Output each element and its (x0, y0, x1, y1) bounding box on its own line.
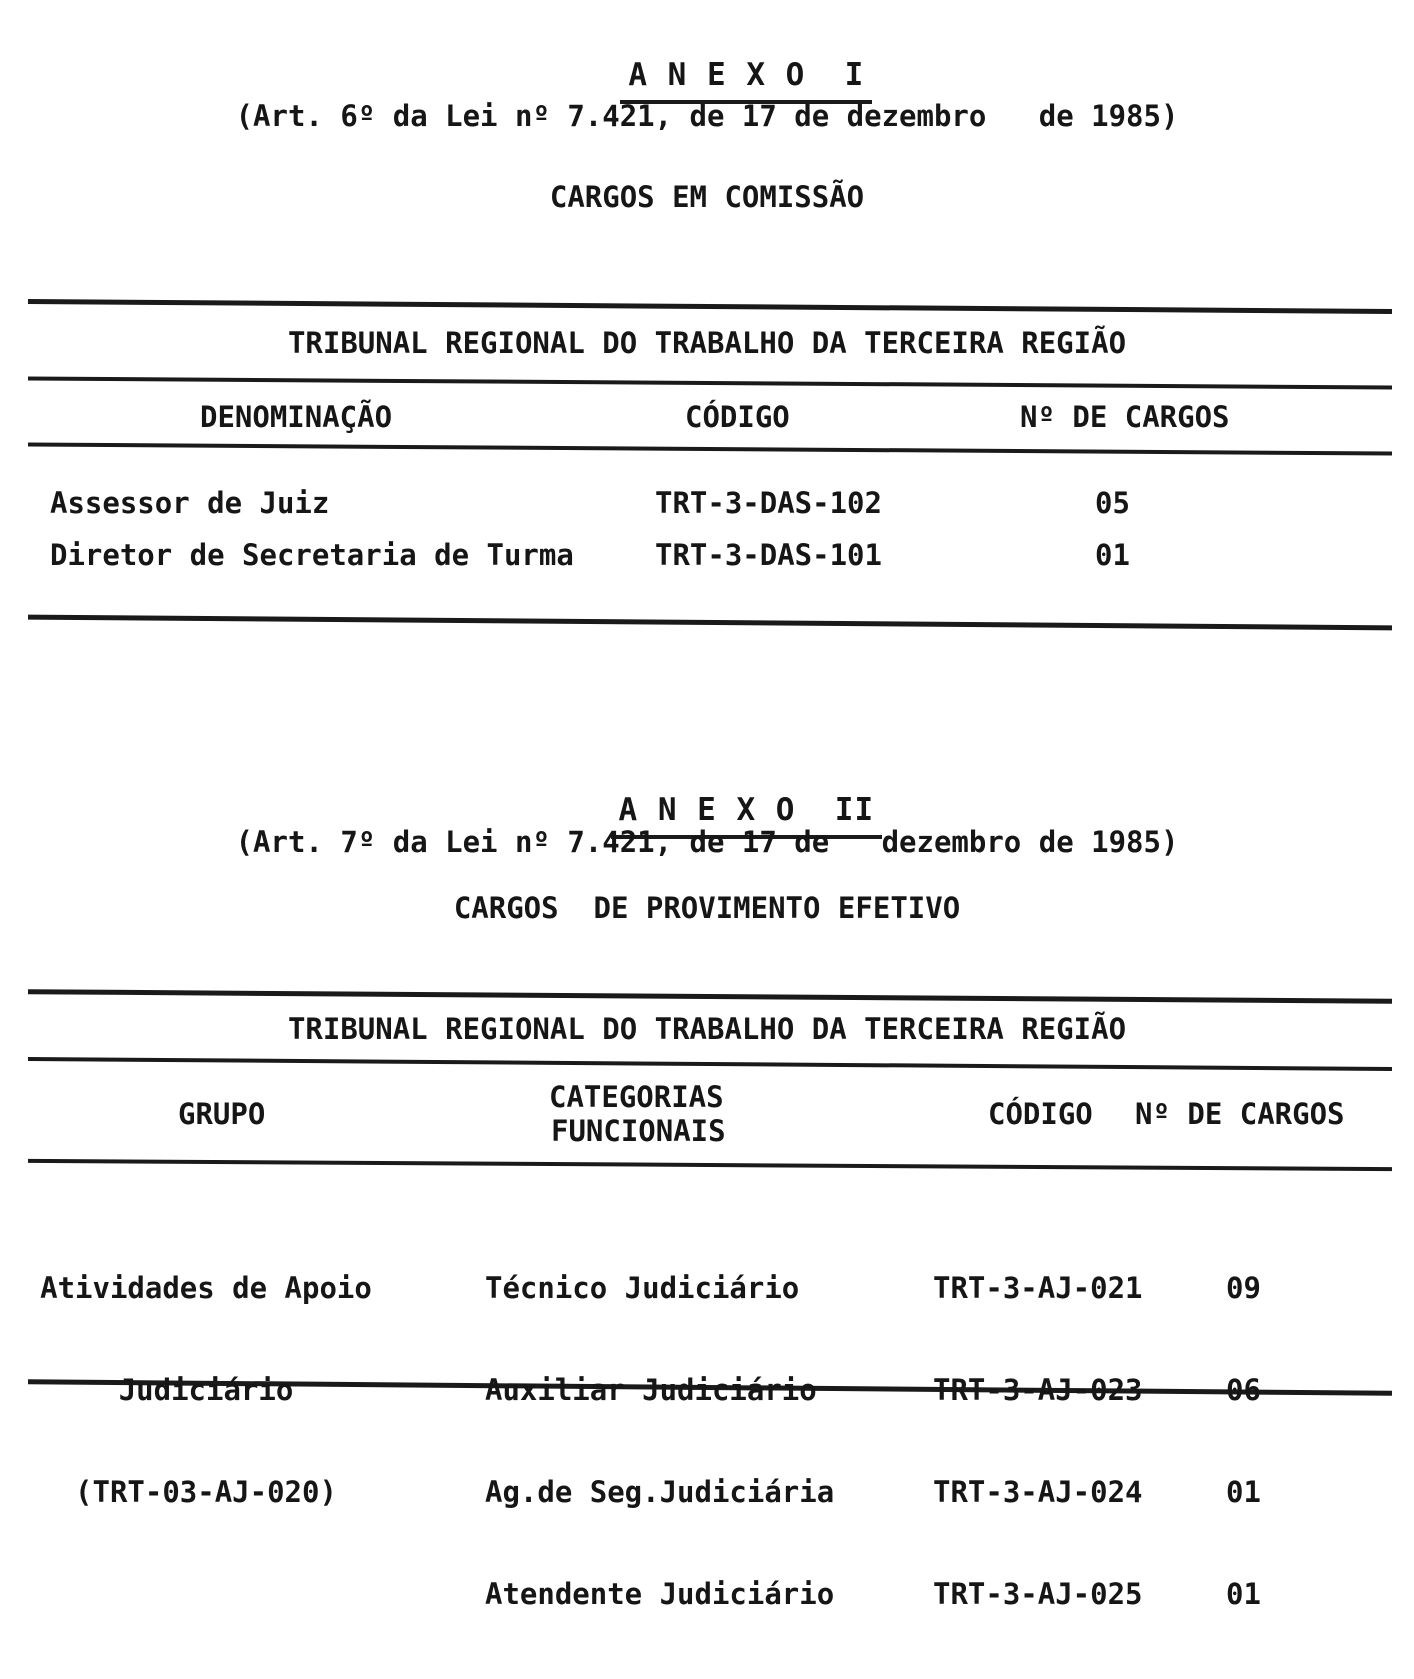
table-cell-codigo: TRT-3-AJ-021 (933, 1271, 1143, 1305)
table-cell-codigo: TRT-3-DAS-101 (655, 538, 882, 572)
table-column-n-cargos (1226, 1203, 1296, 1679)
anexo2-title: A N E X O II (611, 793, 883, 840)
anexo1-subtitle: (Art. 6º da Lei nº 7.421, de 17 de dezembro de 1985) (235, 99, 1179, 133)
table-cell-n-cargos: 01 (1095, 538, 1130, 572)
grupo-line: Judiciário (118, 1373, 294, 1407)
anexo2-col-grupo: GRUPO (178, 1097, 266, 1131)
table-cell-n-cargos: 06 (1226, 1373, 1261, 1407)
table-cell-n-cargos: 01 (1226, 1475, 1261, 1509)
table-cell-categoria: Ag.de Seg.Judiciária (485, 1475, 835, 1509)
table-cell-codigo: TRT-3-DAS-102 (655, 486, 882, 520)
anexo1-heading: CARGOS EM COMISSÃO (549, 180, 865, 214)
table-cell-n-cargos: 01 (1226, 1577, 1261, 1611)
anexo2-table-rule-under-caption (28, 1057, 1392, 1071)
anexo2-col-categorias-line2: FUNCIONAIS (551, 1114, 726, 1148)
table-cell-denominacao: Assessor de Juiz (50, 486, 330, 520)
anexo2-table-rule-top (28, 989, 1392, 1004)
table-cell-codigo: TRT-3-AJ-024 (933, 1475, 1143, 1509)
anexo1-table-rule-bottom (28, 615, 1392, 631)
anexo2-col-codigo: CÓDIGO (988, 1097, 1093, 1131)
anexo1-table-rule-top (28, 299, 1392, 314)
table-cell-n-cargos: 09 (1226, 1271, 1261, 1305)
grupo-line: (TRT-03-AJ-020) (75, 1475, 337, 1509)
table-column-codigo (933, 1203, 1143, 1679)
anexo2-table-caption: TRIBUNAL REGIONAL DO TRABALHO DA TERCEIRA REGIÃO (287, 1012, 1127, 1046)
grupo-line: Atividades de Apoio (40, 1271, 372, 1305)
table-cell-codigo: TRT-3-AJ-023 (933, 1373, 1143, 1407)
anexo1-col-n-cargos: Nº DE CARGOS (1020, 400, 1230, 434)
anexo2-col-n-cargos: Nº DE CARGOS (1135, 1097, 1345, 1131)
table-cell-n-cargos: 05 (1095, 486, 1130, 520)
table-cell-categoria: Atendente Judiciário (485, 1577, 835, 1611)
table-cell-categoria: Técnico Judiciário (485, 1271, 800, 1305)
anexo2-subtitle: (Art. 7º da Lei nº 7.421, de 17 de dezembro de 1985) (235, 825, 1179, 859)
anexo1-col-codigo: CÓDIGO (685, 400, 790, 434)
anexo2-col-categorias-line1: CATEGORIAS (549, 1080, 724, 1114)
anexo1-table-rule-under-caption (28, 376, 1392, 389)
table-column-categorias (485, 1203, 834, 1679)
anexo2-heading: CARGOS DE PROVIMENTO EFETIVO (453, 891, 961, 925)
table-cell-grupo (40, 1203, 372, 1577)
table-cell-denominacao: Diretor de Secretaria de Turma (50, 538, 574, 572)
anexo2-table-rule-under-header (28, 1159, 1392, 1171)
table-cell-codigo: TRT-3-AJ-025 (933, 1577, 1143, 1611)
anexo1-table-rule-under-header (28, 442, 1392, 455)
anexo1-col-denominacao: DENOMINAÇÃO (200, 400, 393, 434)
table-cell-categoria: Auxiliar Judiciário (485, 1373, 817, 1407)
anexo1-table-caption: TRIBUNAL REGIONAL DO TRABALHO DA TERCEIRA REGIÃO (287, 326, 1127, 360)
anexo1-title: A N E X O I (620, 58, 872, 105)
